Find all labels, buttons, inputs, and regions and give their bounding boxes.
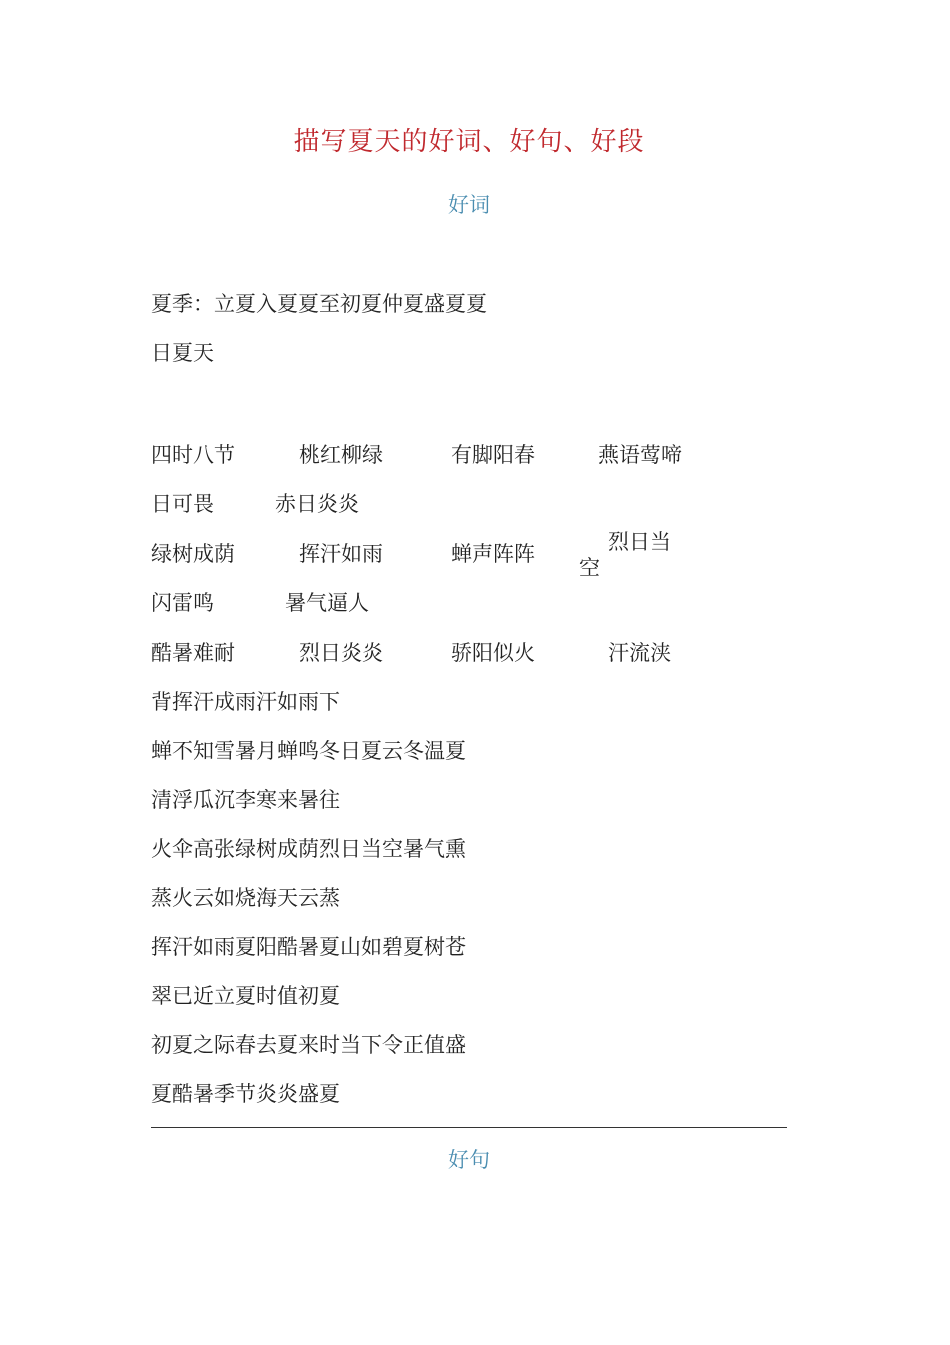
word-item: 桃红柳绿 [299, 443, 383, 467]
word-line: 翠已近立夏时值初夏 [151, 984, 340, 1008]
word-item: 烈日炎炎 [299, 641, 383, 665]
word-line: 夏酷暑季节炎炎盛夏 [151, 1082, 340, 1106]
word-line: 清浮瓜沉李寒来暑往 [151, 788, 340, 812]
word-item: 闪雷鸣 [151, 591, 214, 615]
word-item: 绿树成荫 [151, 542, 235, 566]
page-title: 描写夏天的好词、好句、好段 [293, 127, 645, 157]
word-item: 骄阳似火 [451, 641, 535, 665]
word-item-wrapped-bottom: 空 [579, 556, 600, 580]
section-heading-good-words: 好词 [448, 193, 490, 217]
word-item: 酷暑难耐 [151, 641, 235, 665]
word-item: 日可畏 [151, 492, 214, 516]
word-item: 暑气逼人 [285, 591, 369, 615]
word-item: 有脚阳春 [451, 443, 535, 467]
word-item: 蝉声阵阵 [451, 542, 535, 566]
word-item: 挥汗如雨 [299, 542, 383, 566]
section-divider [151, 1127, 787, 1128]
word-item: 四时八节 [151, 443, 235, 467]
seasons-line-1: 夏季：立夏入夏夏至初夏仲夏盛夏夏 [151, 292, 487, 316]
word-line: 挥汗如雨夏阳酷暑夏山如碧夏树苍 [151, 935, 466, 959]
word-line: 初夏之际春去夏来时当下令正值盛 [151, 1033, 466, 1057]
word-item-wrapped-top: 烈日当 [608, 530, 671, 554]
seasons-line-2: 日夏天 [151, 341, 214, 365]
word-line: 蝉不知雪暑月蝉鸣冬日夏云冬温夏 [151, 739, 466, 763]
word-line: 火伞高张绿树成荫烈日当空暑气熏 [151, 837, 466, 861]
word-line: 蒸火云如烧海天云蒸 [151, 886, 340, 910]
word-line: 背挥汗成雨汗如雨下 [151, 690, 340, 714]
word-item: 汗流浃 [608, 641, 671, 665]
word-item: 赤日炎炎 [275, 492, 359, 516]
word-item: 燕语莺啼 [598, 443, 682, 467]
section-heading-good-sentences: 好句 [448, 1148, 490, 1172]
